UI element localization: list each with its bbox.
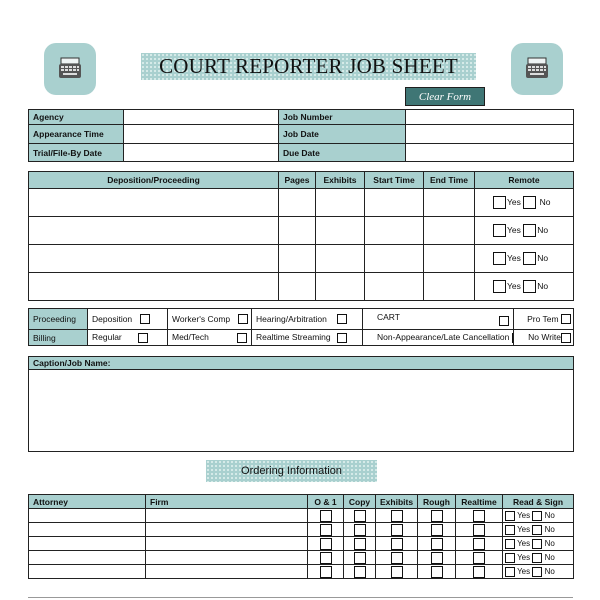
read-sign-cell: [503, 523, 574, 537]
deposition-row: [29, 245, 574, 273]
deposition-table: [28, 171, 574, 301]
regular-label: Regular: [92, 332, 122, 343]
right-stenotype-icon: [511, 43, 563, 95]
exhibits-cell: [376, 565, 418, 579]
rough-cell: [418, 565, 456, 579]
realtime-cell: [456, 565, 503, 579]
no-label: No: [537, 280, 549, 291]
end-time-header: End Time: [424, 172, 475, 189]
end-time-field[interactable]: [424, 189, 475, 217]
remote-yes-checkbox[interactable]: [493, 224, 506, 237]
deposition-option: [88, 309, 168, 330]
left-stenotype-icon: [44, 43, 96, 95]
deposition-option-label: Deposition: [92, 313, 133, 324]
exhibits-field[interactable]: [316, 273, 365, 301]
read-sign-no-checkbox[interactable]: [532, 553, 542, 563]
remote-no-checkbox[interactable]: [523, 196, 536, 209]
rough-checkbox[interactable]: [431, 510, 443, 522]
rough-checkbox[interactable]: [431, 538, 443, 550]
ordering-row: [29, 565, 574, 579]
pro-tem-checkbox[interactable]: [561, 314, 571, 324]
realtime-cell: [456, 551, 503, 565]
exhibits-cell: [376, 551, 418, 565]
deposition-field[interactable]: [29, 189, 279, 217]
non-appearance-option: [363, 330, 514, 346]
exhibits-checkbox[interactable]: [391, 524, 403, 536]
med-tech-label: Med/Tech: [172, 332, 209, 343]
job-info-table: [28, 109, 574, 162]
yes-label: Yes: [517, 538, 531, 548]
copy-cell: [344, 509, 376, 523]
no-write-option: [514, 330, 574, 346]
attorney-field[interactable]: [29, 523, 146, 537]
firm-field[interactable]: [146, 523, 308, 537]
o-and-1-checkbox[interactable]: [320, 552, 332, 564]
pro-tem-option: [514, 309, 574, 330]
pages-field[interactable]: [279, 245, 316, 273]
regular-checkbox[interactable]: [138, 333, 148, 343]
deposition-checkbox[interactable]: [140, 314, 150, 324]
deposition-header: Deposition/Proceeding: [29, 172, 279, 189]
no-label: No: [537, 252, 549, 263]
copy-checkbox[interactable]: [354, 552, 366, 564]
realtime-checkbox[interactable]: [473, 552, 485, 564]
appearance-time-field[interactable]: [124, 125, 279, 144]
read-sign-yes-checkbox[interactable]: [505, 525, 515, 535]
o-and-1-cell: [308, 565, 344, 579]
deposition-field[interactable]: [29, 217, 279, 245]
exhibits-checkbox[interactable]: [391, 510, 403, 522]
job-number-label: Job Number: [279, 110, 406, 125]
cart-checkbox[interactable]: [499, 316, 509, 326]
exhibits-checkbox[interactable]: [391, 566, 403, 578]
caption-field[interactable]: [29, 370, 574, 452]
non-appearance-label: Non-Appearance/Late Cancellation: [377, 332, 510, 343]
read-sign-yes-checkbox[interactable]: [505, 553, 515, 563]
read-sign-yes-checkbox[interactable]: [505, 511, 515, 521]
yes-label: Yes: [507, 196, 521, 207]
rough-checkbox[interactable]: [431, 566, 443, 578]
exhibits-field[interactable]: [316, 245, 365, 273]
clear-form-button[interactable]: Clear Form: [405, 87, 485, 106]
deposition-field[interactable]: [29, 273, 279, 301]
copy-checkbox[interactable]: [354, 566, 366, 578]
remote-no-checkbox[interactable]: [523, 224, 536, 237]
no-label: No: [539, 196, 551, 207]
hearing-label: Hearing/Arbitration: [256, 313, 327, 324]
no-write-checkbox[interactable]: [561, 333, 571, 343]
ordering-row: [29, 551, 574, 565]
copy-header: Copy: [344, 495, 376, 509]
copy-checkbox[interactable]: [354, 538, 366, 550]
realtime-cell: [456, 509, 503, 523]
copy-cell: [344, 551, 376, 565]
cart-label: CART: [377, 312, 400, 322]
pages-field[interactable]: [279, 217, 316, 245]
attorney-field[interactable]: [29, 537, 146, 551]
realtime-cell: [456, 537, 503, 551]
read-sign-cell: [503, 509, 574, 523]
realtime-checkbox[interactable]: [473, 538, 485, 550]
pages-header: Pages: [279, 172, 316, 189]
read-sign-yes-checkbox[interactable]: [505, 539, 515, 549]
rough-checkbox[interactable]: [431, 524, 443, 536]
caption-table: [28, 356, 574, 452]
remote-header: Remote: [475, 172, 574, 189]
start-time-field[interactable]: [365, 245, 424, 273]
read-sign-no-checkbox[interactable]: [532, 539, 542, 549]
exhibits-order-header: Exhibits: [376, 495, 418, 509]
ordering-row: [29, 509, 574, 523]
firm-field[interactable]: [146, 551, 308, 565]
o-and-1-checkbox[interactable]: [320, 510, 332, 522]
proceeding-billing-table: [28, 308, 574, 346]
rough-cell: [418, 509, 456, 523]
med-tech-option: [168, 330, 252, 346]
realtime-checkbox[interactable]: [473, 510, 485, 522]
end-time-field[interactable]: [424, 217, 475, 245]
copy-checkbox[interactable]: [354, 510, 366, 522]
deposition-row: [29, 189, 574, 217]
billing-label: Billing: [29, 330, 88, 346]
pages-field[interactable]: [279, 189, 316, 217]
no-label: No: [544, 538, 555, 548]
firm-field[interactable]: [146, 565, 308, 579]
o-and-1-cell: [308, 537, 344, 551]
yes-label: Yes: [517, 510, 531, 520]
read-sign-cell: [503, 537, 574, 551]
firm-header: Firm: [146, 495, 308, 509]
realtime-streaming-option: [252, 330, 363, 346]
rough-checkbox[interactable]: [431, 552, 443, 564]
pages-field[interactable]: [279, 273, 316, 301]
read-sign-cell: [503, 565, 574, 579]
exhibits-cell: [376, 509, 418, 523]
cart-option: [363, 309, 514, 330]
due-date-field[interactable]: [406, 144, 574, 162]
exhibits-field[interactable]: [316, 217, 365, 245]
o-and-1-cell: [308, 523, 344, 537]
remote-yes-checkbox[interactable]: [493, 196, 506, 209]
realtime-cell: [456, 523, 503, 537]
attorney-field[interactable]: [29, 551, 146, 565]
copy-cell: [344, 537, 376, 551]
rough-cell: [418, 551, 456, 565]
o-and-1-cell: [308, 509, 344, 523]
o-and-1-checkbox[interactable]: [320, 524, 332, 536]
caption-label: Caption/Job Name:: [29, 357, 574, 370]
job-number-field[interactable]: [406, 110, 574, 125]
hearing-checkbox[interactable]: [337, 314, 347, 324]
deposition-field[interactable]: [29, 245, 279, 273]
yes-label: Yes: [517, 552, 531, 562]
no-label: No: [544, 552, 555, 562]
start-time-field[interactable]: [365, 217, 424, 245]
read-sign-no-checkbox[interactable]: [532, 511, 542, 521]
workers-comp-option: [168, 309, 252, 330]
remote-cell: [475, 217, 574, 245]
yes-label: Yes: [517, 566, 531, 576]
realtime-checkbox[interactable]: [473, 566, 485, 578]
o-and-1-checkbox[interactable]: [320, 566, 332, 578]
read-sign-yes-checkbox[interactable]: [505, 567, 515, 577]
start-time-header: Start Time: [365, 172, 424, 189]
bottom-divider: [28, 597, 573, 598]
job-date-label: Job Date: [279, 125, 406, 144]
rough-cell: [418, 523, 456, 537]
hearing-option: [252, 309, 363, 330]
yes-label: Yes: [507, 252, 521, 263]
realtime-streaming-checkbox[interactable]: [337, 333, 347, 343]
copy-checkbox[interactable]: [354, 524, 366, 536]
no-label: No: [544, 524, 555, 534]
deposition-row: [29, 217, 574, 245]
due-date-label: Due Date: [279, 144, 406, 162]
read-sign-header: Read & Sign: [503, 495, 574, 509]
yes-label: Yes: [507, 224, 521, 235]
remote-no-checkbox[interactable]: [523, 252, 536, 265]
no-label: No: [544, 566, 555, 576]
agency-label: Agency: [29, 110, 124, 125]
exhibits-header: Exhibits: [316, 172, 365, 189]
o-and-1-header: O & 1: [308, 495, 344, 509]
proceeding-label: Proceeding: [29, 309, 88, 330]
trial-file-by-date-label: Trial/File-By Date: [29, 144, 124, 162]
yes-label: Yes: [517, 524, 531, 534]
remote-yes-checkbox[interactable]: [493, 280, 506, 293]
exhibits-field[interactable]: [316, 189, 365, 217]
start-time-field[interactable]: [365, 273, 424, 301]
trial-file-by-date-field[interactable]: [124, 144, 279, 162]
end-time-field[interactable]: [424, 245, 475, 273]
remote-cell: [475, 273, 574, 301]
start-time-field[interactable]: [365, 189, 424, 217]
regular-option: [88, 330, 168, 346]
pro-tem-label: Pro Tem: [527, 313, 559, 324]
realtime-header: Realtime: [456, 495, 503, 509]
med-tech-checkbox[interactable]: [237, 333, 247, 343]
agency-field[interactable]: [124, 110, 279, 125]
remote-yes-checkbox[interactable]: [493, 252, 506, 265]
appearance-time-label: Appearance Time: [29, 125, 124, 144]
rough-cell: [418, 537, 456, 551]
realtime-streaming-label: Realtime Streaming: [256, 332, 331, 343]
exhibits-cell: [376, 537, 418, 551]
job-date-field[interactable]: [406, 125, 574, 144]
read-sign-no-checkbox[interactable]: [532, 567, 542, 577]
end-time-field[interactable]: [424, 273, 475, 301]
realtime-checkbox[interactable]: [473, 524, 485, 536]
remote-cell: [475, 245, 574, 273]
page-title: COURT REPORTER JOB SHEET: [141, 53, 476, 80]
read-sign-cell: [503, 551, 574, 565]
no-label: No: [544, 510, 555, 520]
attorney-field[interactable]: [29, 565, 146, 579]
ordering-section-title: Ordering Information: [206, 460, 377, 482]
copy-cell: [344, 565, 376, 579]
firm-field[interactable]: [146, 537, 308, 551]
ordering-row: [29, 537, 574, 551]
exhibits-cell: [376, 523, 418, 537]
attorney-header: Attorney: [29, 495, 146, 509]
o-and-1-checkbox[interactable]: [320, 538, 332, 550]
copy-cell: [344, 523, 376, 537]
attorney-field[interactable]: [29, 509, 146, 523]
workers-comp-checkbox[interactable]: [238, 314, 248, 324]
deposition-row: [29, 273, 574, 301]
remote-cell: [475, 189, 574, 217]
no-label: No: [537, 224, 549, 235]
firm-field[interactable]: [146, 509, 308, 523]
read-sign-no-checkbox[interactable]: [532, 525, 542, 535]
o-and-1-cell: [308, 551, 344, 565]
workers-comp-label: Worker's Comp: [172, 313, 231, 324]
no-write-label: No Write: [528, 332, 561, 343]
exhibits-checkbox[interactable]: [391, 538, 403, 550]
ordering-row: [29, 523, 574, 537]
ordering-table: [28, 494, 574, 579]
rough-header: Rough: [418, 495, 456, 509]
remote-no-checkbox[interactable]: [523, 280, 536, 293]
yes-label: Yes: [507, 280, 521, 291]
exhibits-checkbox[interactable]: [391, 552, 403, 564]
